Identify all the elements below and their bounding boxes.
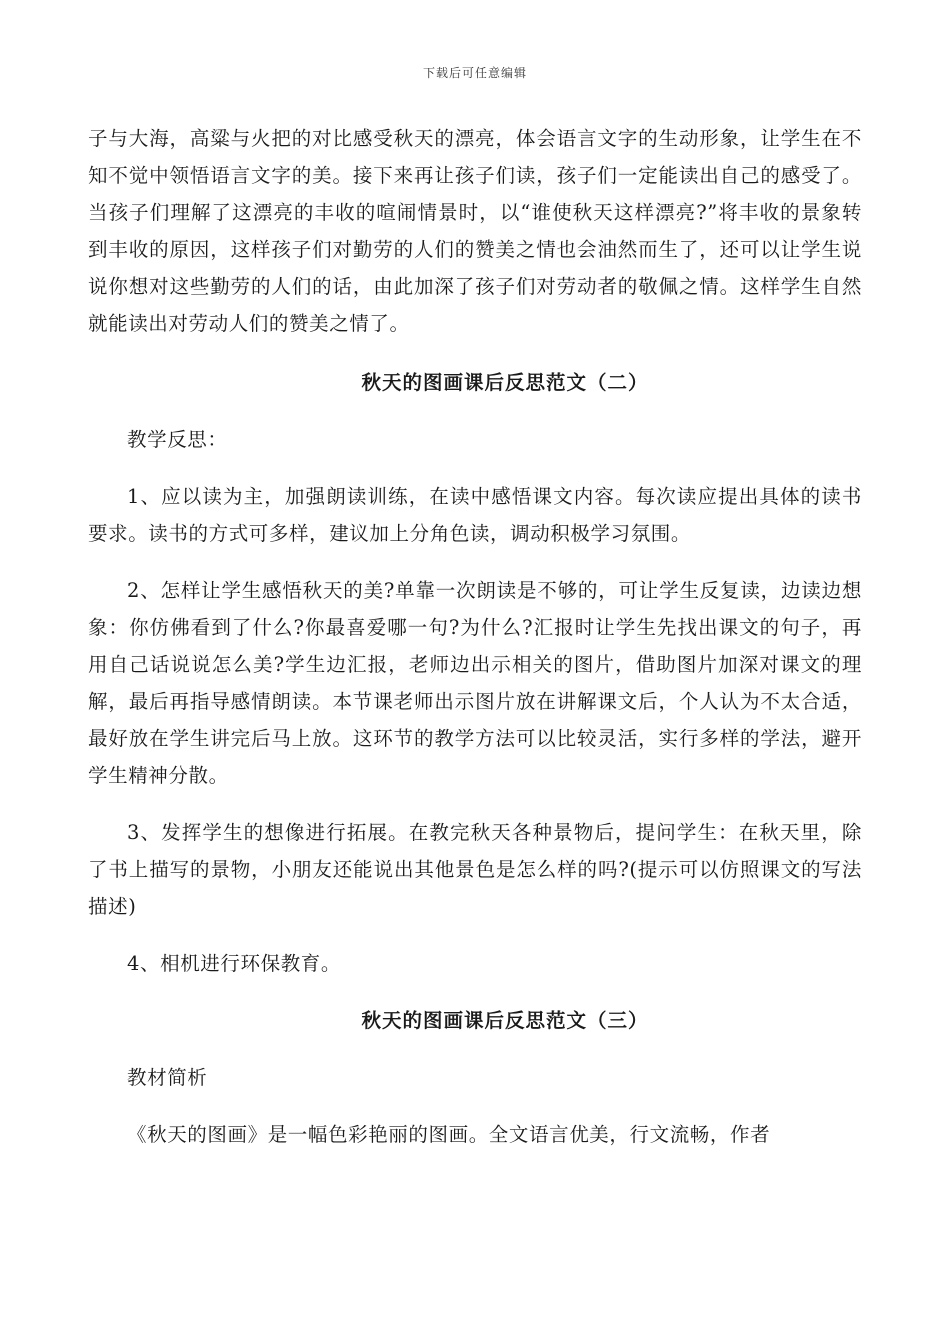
section-title-3: 秋天的图画课后反思范文（三） [361,1009,649,1032]
section2-item-1: 1、应以读为主，加强朗读训练，在读中感悟课文内容。每次读应提出具体的读书要求。读书的方式可多样，建议加上分角色读，调动积极学习氛围。 [88,485,862,545]
continuation-paragraph: 子与大海，高粱与火把的对比感受秋天的漂亮，体会语言文字的生动形象，让学生在不知不觉中领悟语言文字的美。接下来再让孩子们读，孩子们一定能读出自己的感受了。当孩子们理解了这漂亮的丰收的喧闹情景时，以“谁使秋天这样漂亮?”将丰收的景象转到丰收的原因，这样孩子们对勤劳的人们的赞美之情也会油然而生了，还可以让学生说说你想对这些勤劳的人们的话，由此加深了孩子们对劳动者的敬佩之情。这样学生自然就能读出对劳动人们的赞美之情了。 [88,127,862,335]
section3-intro: 教材简析 [127,1066,208,1089]
section2-item-3: 3、发挥学生的想像进行拓展。在教完秋天各种景物后，提问学生：在秋天里，除了书上描写的景物，小朋友还能说出其他景色是怎么样的吗?(提示可以仿照课文的写法描述) [88,821,862,918]
section-title-2: 秋天的图画课后反思范文（二） [361,371,649,394]
page-header-note: 下载后可任意编辑 [422,66,527,80]
section3-paragraph: 《秋天的图画》是一幅色彩艳丽的图画。全文语言优美，行文流畅，作者 [127,1123,771,1146]
section2-item-4: 4、相机进行环保教育。 [127,952,342,975]
section2-intro: 教学反思： [127,428,228,451]
document-body [88,120,862,1153]
section2-item-2: 2、怎样让学生感悟秋天的美?单靠一次朗读是不够的，可让学生反复读，边读边想象：你仿佛看到了什么?你最喜爱哪一句?为什么?汇报时让学生先找出课文的句子，再用自己话说说怎么美?学生边汇报，老师边出示相关的图片，借助图片加深对课文的理解，最后再指导感情朗读。本节课老师出示图片放在讲解课文后，个人认为不太合适，最好放在学生讲完后马上放。这环节的教学方法可以比较灵活，实行多样的学法，避开学生精神分散。 [88,579,862,787]
